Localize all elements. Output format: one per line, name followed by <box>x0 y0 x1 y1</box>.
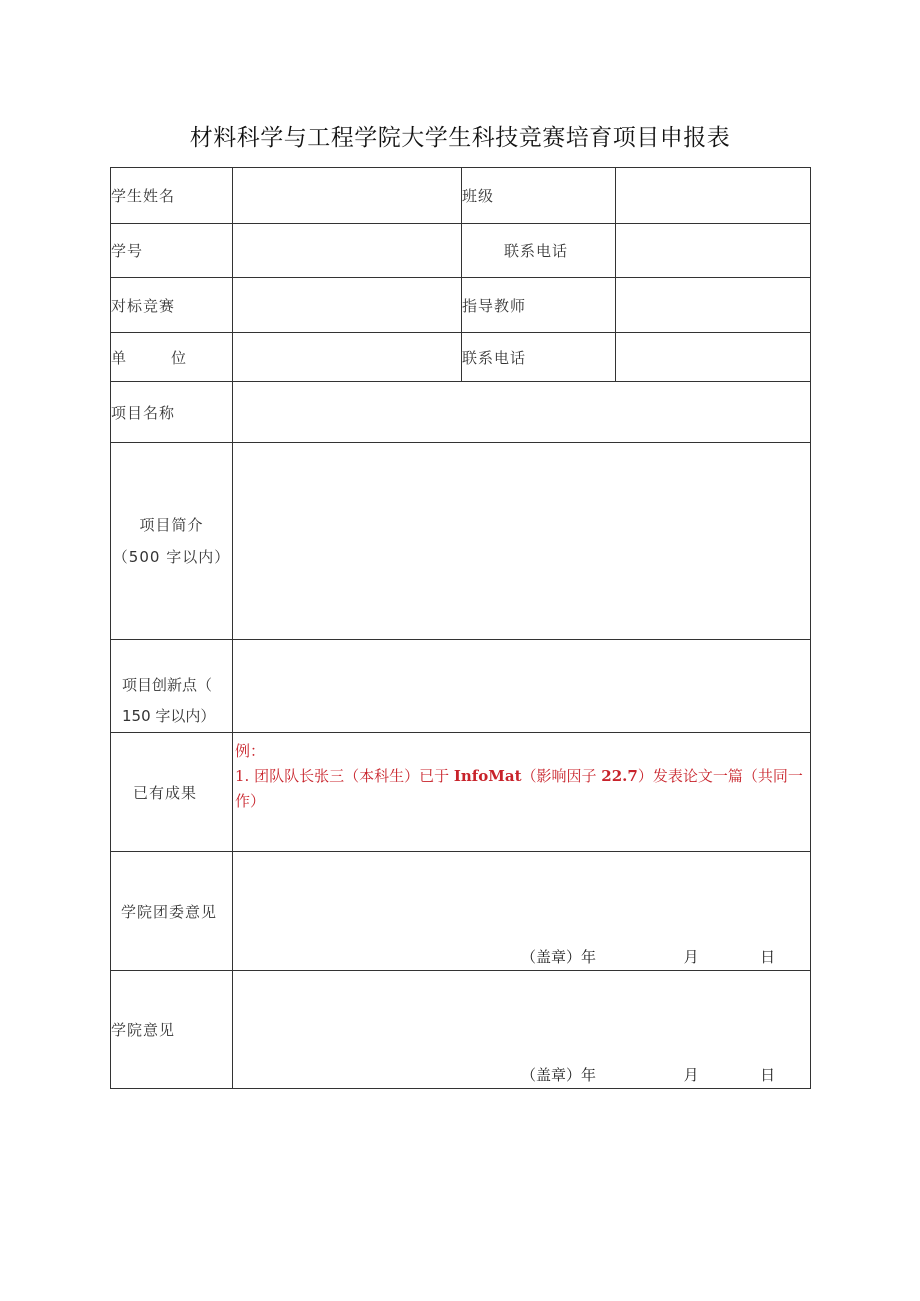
target-competition-label: 对标竞赛 <box>111 278 233 333</box>
advisor-phone-field[interactable] <box>616 333 811 382</box>
table-row <box>111 168 811 224</box>
seal-date-line <box>521 946 775 967</box>
contact-phone-label: 联系电话 <box>462 224 616 278</box>
class-field[interactable] <box>616 168 811 224</box>
table-row <box>111 971 811 1089</box>
unit-label-char-2: 位 <box>170 348 187 367</box>
unit-label-char-1: 单 <box>111 348 128 367</box>
achievements-label: 已有成果 <box>111 733 233 852</box>
innovation-title: 项目创新点（ <box>122 676 213 694</box>
advisor-field[interactable] <box>616 278 811 333</box>
impact-factor: 22.7 <box>601 767 638 785</box>
table-row <box>111 382 811 443</box>
seal-month: 月 <box>683 948 699 966</box>
seal-stamp-year: （盖章）年 <box>521 948 597 966</box>
student-name-field[interactable] <box>233 168 462 224</box>
project-name-field[interactable] <box>233 382 811 443</box>
target-competition-field[interactable] <box>233 278 462 333</box>
college-opinion-label: 学院意见 <box>111 971 233 1089</box>
innovation-label <box>111 640 233 733</box>
advisor-phone-label: 联系电话 <box>462 333 616 382</box>
page-title: 材料科学与工程学院大学生科技竞赛培育项目申报表 <box>189 125 731 151</box>
table-row <box>111 224 811 278</box>
contact-phone-field[interactable] <box>616 224 811 278</box>
project-name-label: 项目名称 <box>111 382 233 443</box>
achievements-field[interactable] <box>233 733 811 852</box>
example-prefix: 例： <box>235 742 266 760</box>
unit-label <box>111 333 233 382</box>
seal-month: 月 <box>683 1066 699 1084</box>
college-opinion-field[interactable] <box>233 971 811 1089</box>
college-league-opinion-label: 学院团委意见 <box>111 852 233 971</box>
student-id-field[interactable] <box>233 224 462 278</box>
student-id-label: 学号 <box>111 224 233 278</box>
table-row <box>111 852 811 971</box>
unit-field[interactable] <box>233 333 462 382</box>
student-name-label: 学生姓名 <box>111 168 233 224</box>
table-row <box>111 278 811 333</box>
table-row <box>111 640 811 733</box>
class-label: 班级 <box>462 168 616 224</box>
project-intro-label <box>111 443 233 640</box>
project-intro-limit: （500 字以内） <box>112 548 231 566</box>
seal-date-line <box>521 1064 775 1085</box>
innovation-limit: 150 字以内） <box>122 707 216 725</box>
seal-stamp-year: （盖章）年 <box>521 1066 597 1084</box>
seal-day: 日 <box>760 1066 776 1084</box>
application-form-table <box>110 167 811 1089</box>
project-intro-field[interactable] <box>233 443 811 640</box>
project-intro-title: 项目简介 <box>139 516 204 534</box>
innovation-field[interactable] <box>233 640 811 733</box>
example-line: 1. 团队队长张三（本科生）已于 InfoMat（影响因子 22.7）发表论文一篇（共同一作） <box>235 767 803 810</box>
advisor-label: 指导教师 <box>462 278 616 333</box>
table-row <box>111 733 811 852</box>
journal-name: InfoMat <box>453 767 522 785</box>
table-row <box>111 443 811 640</box>
seal-day: 日 <box>760 948 776 966</box>
table-row <box>111 333 811 382</box>
college-league-opinion-field[interactable] <box>233 852 811 971</box>
